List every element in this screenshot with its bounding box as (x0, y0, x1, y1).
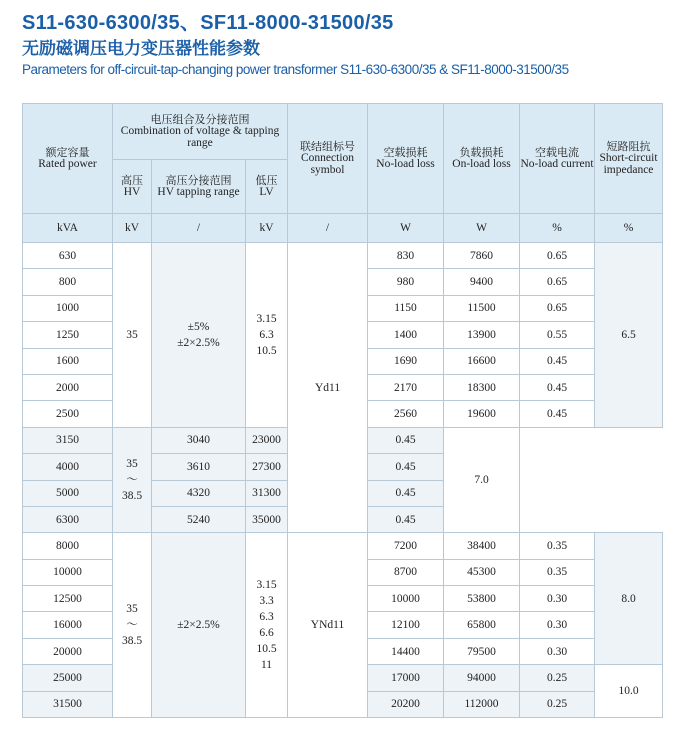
rated-power-cell: 800 (23, 269, 113, 295)
connection-symbol-cell: Yd11 (288, 243, 368, 533)
noload-loss-cell: 2170 (368, 374, 444, 400)
hv-voltage-cell: 35 ～ 38.5 (113, 427, 152, 533)
noload-loss-cell: 980 (368, 269, 444, 295)
noload-loss-cell: 7200 (368, 533, 444, 559)
rated-power-cell: 1250 (23, 322, 113, 348)
header-rated-power: 额定容量 Rated power (23, 104, 113, 214)
header-onload-loss: 负载损耗 On-load loss (444, 104, 520, 214)
header-noload-loss: 空载损耗 No-load loss (368, 104, 444, 214)
noload-current-cell: 0.30 (520, 638, 595, 664)
onload-loss-cell: 31300 (246, 480, 288, 506)
noload-current-cell: 0.30 (520, 612, 595, 638)
unit-hv: kV (113, 214, 152, 243)
hv-tapping-cell: ±5% ±2×2.5% (152, 243, 246, 428)
noload-loss-cell: 14400 (368, 638, 444, 664)
noload-current-cell: 0.45 (520, 374, 595, 400)
lv-voltage-cell: 3.15 6.3 10.5 (246, 243, 288, 428)
onload-loss-cell: 7860 (444, 243, 520, 269)
noload-current-cell: 0.45 (368, 506, 444, 532)
noload-current-cell: 0.45 (368, 427, 444, 453)
rated-power-cell: 20000 (23, 638, 113, 664)
onload-loss-cell: 79500 (444, 638, 520, 664)
connection-symbol-cell: YNd11 (288, 533, 368, 718)
impedance-cell: 6.5 (595, 243, 663, 428)
transformer-parameter-table (22, 103, 663, 718)
noload-loss-cell: 1400 (368, 322, 444, 348)
noload-loss-cell: 1150 (368, 295, 444, 321)
noload-current-cell: 0.45 (520, 348, 595, 374)
noload-current-cell: 0.25 (520, 691, 595, 717)
hv-voltage-cell: 35 (113, 243, 152, 428)
onload-loss-cell: 94000 (444, 665, 520, 691)
onload-loss-cell: 45300 (444, 559, 520, 585)
unit-connection: / (288, 214, 368, 243)
rated-power-cell: 1000 (23, 295, 113, 321)
rated-power-cell: 4000 (23, 454, 113, 480)
unit-impedance: % (595, 214, 663, 243)
unit-lv: kV (246, 214, 288, 243)
noload-loss-cell: 2560 (368, 401, 444, 427)
onload-loss-cell: 65800 (444, 612, 520, 638)
noload-current-cell: 0.30 (520, 586, 595, 612)
title-model-range: S11-630-6300/35、SF11-8000-31500/35 (22, 12, 394, 34)
onload-loss-cell: 53800 (444, 586, 520, 612)
header-voltage-combination: 电压组合及分接范围 Combination of voltage & tapping range (113, 104, 288, 160)
noload-loss-cell: 8700 (368, 559, 444, 585)
header-lv: 低压 LV (246, 160, 288, 214)
noload-loss-cell: 17000 (368, 665, 444, 691)
noload-current-cell: 0.35 (520, 533, 595, 559)
noload-loss-cell: 10000 (368, 586, 444, 612)
noload-current-cell: 0.65 (520, 269, 595, 295)
noload-loss-cell: 4320 (152, 480, 246, 506)
impedance-cell: 7.0 (444, 427, 520, 533)
onload-loss-cell: 23000 (246, 427, 288, 453)
noload-loss-cell: 3040 (152, 427, 246, 453)
title-english: Parameters for off-circuit-tap-changing power transformer S11-630-6300/35 & SF11-8000-31500/35 (22, 62, 569, 77)
impedance-cell: 8.0 (595, 533, 663, 665)
onload-loss-cell: 38400 (444, 533, 520, 559)
noload-current-cell: 0.45 (368, 480, 444, 506)
header-impedance: 短路阻抗 Short-circuit impedance (595, 104, 663, 214)
hv-voltage-cell: 35 ～ 38.5 (113, 533, 152, 718)
noload-current-cell: 0.35 (520, 559, 595, 585)
onload-loss-cell: 11500 (444, 295, 520, 321)
rated-power-cell: 2000 (23, 374, 113, 400)
noload-current-cell: 0.25 (520, 665, 595, 691)
onload-loss-cell: 18300 (444, 374, 520, 400)
noload-current-cell: 0.65 (520, 243, 595, 269)
onload-loss-cell: 19600 (444, 401, 520, 427)
header-hv: 高压 HV (113, 160, 152, 214)
rated-power-cell: 8000 (23, 533, 113, 559)
header-hv-tapping: 高压分接范围 HV tapping range (152, 160, 246, 214)
noload-loss-cell: 12100 (368, 612, 444, 638)
noload-current-cell: 0.65 (520, 295, 595, 321)
rated-power-cell: 2500 (23, 401, 113, 427)
rated-power-cell: 25000 (23, 665, 113, 691)
header-noload-current: 空载电流 No-load current (520, 104, 595, 214)
unit-tapping: / (152, 214, 246, 243)
header-connection-symbol: 联结组标号 Connection symbol (288, 104, 368, 214)
noload-current-cell: 0.45 (368, 454, 444, 480)
noload-loss-cell: 5240 (152, 506, 246, 532)
rated-power-cell: 6300 (23, 506, 113, 532)
onload-loss-cell: 16600 (444, 348, 520, 374)
noload-loss-cell: 1690 (368, 348, 444, 374)
rated-power-cell: 3150 (23, 427, 113, 453)
onload-loss-cell: 13900 (444, 322, 520, 348)
onload-loss-cell: 112000 (444, 691, 520, 717)
table-row (23, 243, 663, 269)
unit-current: % (520, 214, 595, 243)
rated-power-cell: 630 (23, 243, 113, 269)
title-chinese: 无励磁调压电力变压器性能参数 (22, 39, 260, 59)
rated-power-cell: 12500 (23, 586, 113, 612)
rated-power-cell: 1600 (23, 348, 113, 374)
lv-voltage-cell: 3.15 3.3 6.3 6.6 10.5 11 (246, 533, 288, 718)
onload-loss-cell: 27300 (246, 454, 288, 480)
unit-noload-loss: W (368, 214, 444, 243)
onload-loss-cell: 35000 (246, 506, 288, 532)
onload-loss-cell: 9400 (444, 269, 520, 295)
noload-current-cell: 0.55 (520, 322, 595, 348)
noload-loss-cell: 20200 (368, 691, 444, 717)
table-row (23, 533, 663, 559)
noload-loss-cell: 3610 (152, 454, 246, 480)
unit-onload-loss: W (444, 214, 520, 243)
rated-power-cell: 31500 (23, 691, 113, 717)
noload-loss-cell: 830 (368, 243, 444, 269)
rated-power-cell: 10000 (23, 559, 113, 585)
rated-power-cell: 16000 (23, 612, 113, 638)
unit-power: kVA (23, 214, 113, 243)
impedance-cell: 10.0 (595, 665, 663, 718)
rated-power-cell: 5000 (23, 480, 113, 506)
noload-current-cell: 0.45 (520, 401, 595, 427)
hv-tapping-cell: ±2×2.5% (152, 533, 246, 718)
